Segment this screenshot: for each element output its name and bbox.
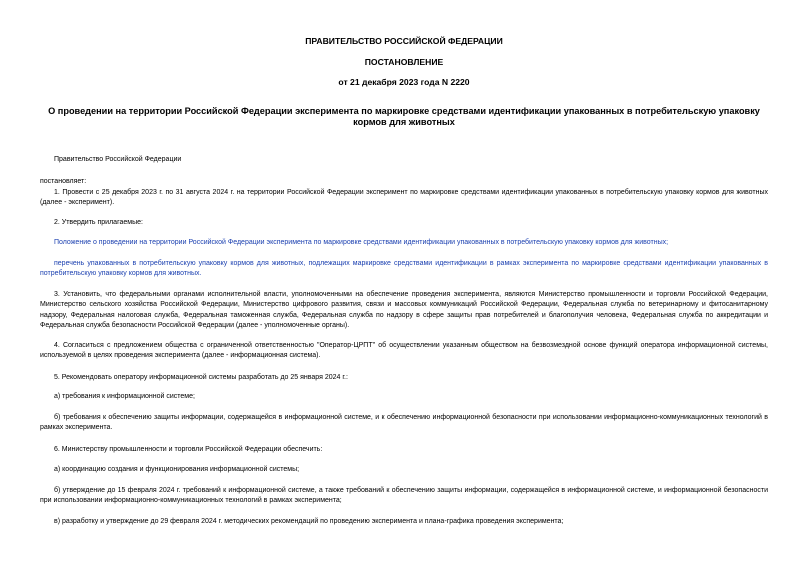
document-type: ПОСТАНОВЛЕНИЕ [364, 57, 444, 67]
paragraph-5a: а) требования к информационной системе; [54, 393, 195, 400]
paragraph-6c: в) разработку и утверждение до 29 февраля 2024 г. методических рекомендаций по проведению эксперимента и плана-графика проведения эксперимента; [54, 518, 564, 525]
regulation-link[interactable]: Положение о проведении на территории Российской Федерации эксперимента по маркировке средствами идентификации упакованных в потребительскую упаковку кормов для животных; [54, 239, 669, 246]
paragraph-5: 5. Рекомендовать оператору информационной системы разработать до 25 января 2024 г.: [54, 374, 348, 381]
paragraph-6a: а) координацию создания и функционирования информационной системы; [54, 466, 300, 473]
document-subject: О проведении на территории Российской Федерации эксперимента по маркировке средствами идентификации упакованных в потребительскую упаковку кормов для животных [48, 106, 760, 127]
paragraph-1: 1. Провести с 25 декабря 2023 г. по 31 августа 2024 г. на территории Российской Федерации эксперимент по маркировке средствами идентификации упакованных в потребительскую упаковку кормов для животных (далее - эксперимент). [40, 189, 768, 207]
paragraph-2: 2. Утвердить прилагаемые: [54, 219, 143, 226]
paragraph-3: 3. Установить, что федеральными органами исполнительной власти, уполномоченными на обеспечение проведения эксперимента, являются Министерство промышленности и торговли Российской Федерации, Министерство сельского хозяйства Российской Федерации, Министерство цифрового развития, связи и массовых коммуникаций Российской Федерации, Федеральная служба по ветеринарному и фитосанитарному надзору, Федеральная налоговая служба, Федеральная таможенная служба, Федеральная служба по надзору в сфере защиты прав потребителей и благополучия человека, Федеральная служба по аккредитации и Федеральная служба безопасности Российской Федерации (далее - уполномоченные органы). [40, 291, 768, 330]
document-date-number: от 21 декабря 2023 года N 2220 [338, 77, 470, 87]
paragraph-4: 4. Согласиться с предложением общества с ограниченной ответственностью "Оператор-ЦРПТ" об осуществлении указанным обществом на безвозмездной основе функций оператора информационной системы, используемой в целях проведения эксперимента (далее - информационная система). [40, 342, 768, 360]
issuing-authority: ПРАВИТЕЛЬСТВО РОССИЙСКОЙ ФЕДЕРАЦИИ [305, 36, 503, 46]
paragraph-5b: б) требования к обеспечению защиты информации, содержащейся в информационной системе, и к обеспечению информационной безопасности при использовании информационно-коммуникационных технологий в рамках эксперимента. [40, 414, 768, 432]
product-list-link[interactable]: перечень упакованных в потребительскую упаковку кормов для животных, подлежащих маркировке средствами идентификации в рамках эксперимента по маркировке средствами идентификации упакованных в потребительскую упаковку кормов для животных. [40, 260, 768, 278]
paragraph-6: 6. Министерству промышленности и торговли Российской Федерации обеспечить: [54, 446, 323, 453]
decides-text: постановляет: [40, 178, 87, 185]
paragraph-6b: б) утверждение до 15 февраля 2024 г. требований к информационной системе, а также требований к обеспечению защиты информации, содержащейся в информационной системе, и информационной безопасности при использовании информационно-коммуникационных технологий в рамках эксперимента; [40, 487, 768, 505]
intro-text: Правительство Российской Федерации [54, 156, 182, 163]
